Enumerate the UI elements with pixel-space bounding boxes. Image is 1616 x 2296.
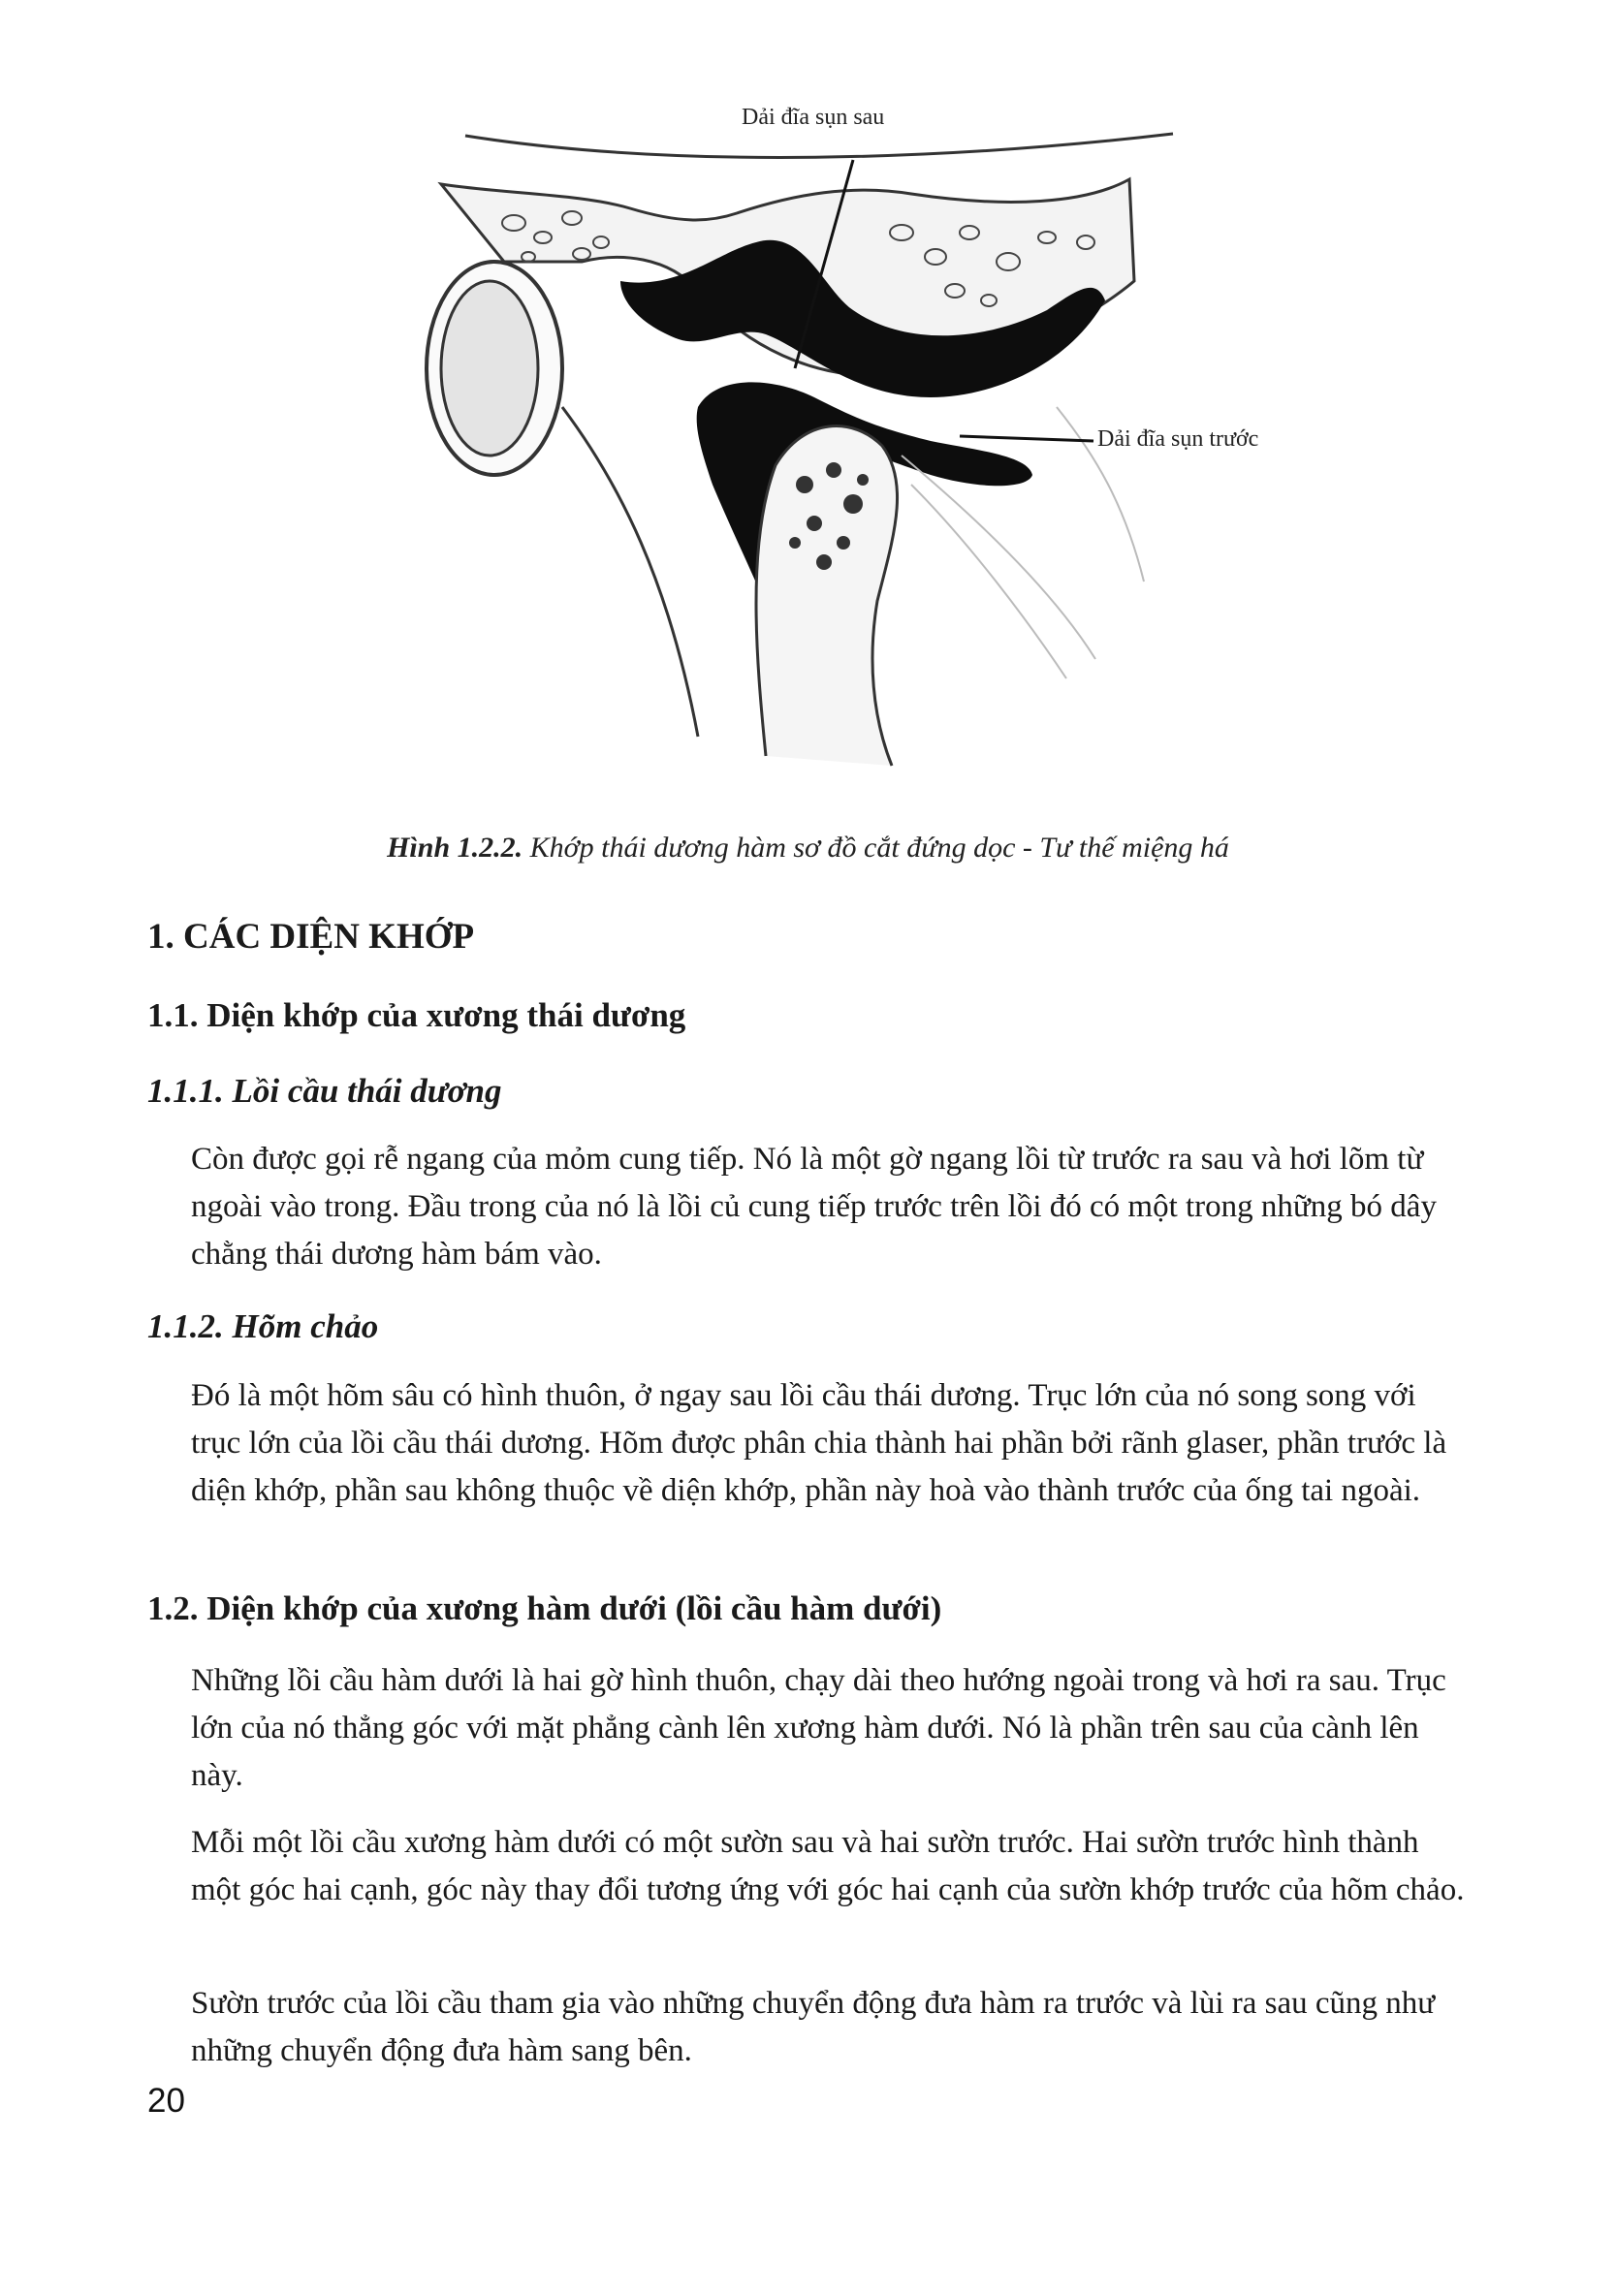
- heading-1-1-1: 1.1.1. Lồi cầu thái dương: [147, 1072, 502, 1110]
- caption-text: Khớp thái dương hàm sơ đồ cắt đứng dọc - Tư thế miệng há: [529, 832, 1229, 864]
- page-number: 20: [147, 2082, 185, 2120]
- paragraph-5: Sườn trước của lồi cầu tham gia vào những chuyển động đưa hàm ra trước và lùi ra sau cũng như những chuyển động đưa hàm sang bên.: [191, 1986, 1436, 2068]
- heading-1: 1. CÁC DIỆN KHỚP: [147, 917, 475, 957]
- heading-1-1: 1.1. Diện khớp của xương thái dương: [147, 996, 686, 1034]
- paragraph-2: Đó là một hõm sâu có hình thuôn, ở ngay sau lồi cầu thái dương. Trục lớn của nó song song với trục lớn của lồi cầu thái dương. Hõm được phân chia thành hai phần bởi rãnh glaser, phần trước là diện khớp, phần sau không thuộc về diện khớp, phần này hoà vào thành trước của ống tai ngoài.: [191, 1378, 1447, 1508]
- caption-number: Hình 1.2.2.: [387, 832, 523, 864]
- paragraph-1: Còn được gọi rễ ngang của mỏm cung tiếp. Nó là một gờ ngang lồi từ trước ra sau và hơi lõm từ ngoài vào trong. Đầu trong của nó là lồi củ cung tiếp trước trên lồi đó có một trong những bó dây chằng thái dương hàm bám vào.: [191, 1142, 1437, 1272]
- heading-1-2: 1.2. Diện khớp của xương hàm dưới (lồi cầu hàm dưới): [147, 1589, 942, 1627]
- label-posterior-band: Dải đĩa sụn sau: [742, 105, 885, 130]
- paragraph-4: Mỗi một lồi cầu xương hàm dưới có một sườn sau và hai sườn trước. Hai sườn trước hình thành một góc hai cạnh, góc này thay đổi tương ứng với góc hai cạnh của sườn khớp trước của hõm chảo.: [191, 1825, 1465, 1907]
- anatomy-figure: [0, 0, 1616, 833]
- paragraph-3: Những lồi cầu hàm dưới là hai gờ hình thuôn, chạy dài theo hướng ngoài trong và hơi ra sau. Trục lớn của nó thẳng góc với mặt phẳng cành lên xương hàm dưới. Nó là phần trên sau của cành lên này.: [191, 1663, 1446, 1793]
- label-anterior-band: Dải đĩa sụn trước: [1097, 426, 1259, 452]
- heading-1-1-2: 1.1.2. Hõm chảo: [147, 1307, 379, 1345]
- figure-caption: [0, 832, 1616, 865]
